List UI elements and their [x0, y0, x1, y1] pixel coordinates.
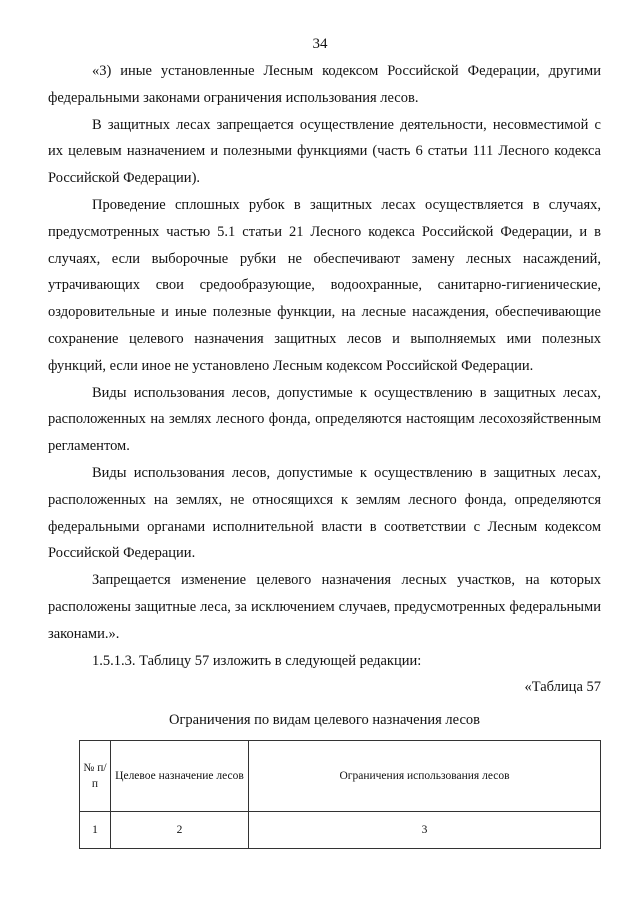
cell-purpose: 2 [111, 812, 249, 849]
document-body [48, 58, 601, 734]
paragraph: Запрещается изменение целевого назначения лесных участков, на которых расположены защитные леса, за исключением случаев, предусмотренных федеральными законами.». [48, 572, 601, 642]
header-restrictions: Ограничения использования лесов [249, 741, 601, 812]
restrictions-table [79, 740, 601, 849]
table-header-row [80, 741, 601, 812]
paragraph: «3) иные установленные Лесным кодексом Российской Федерации, другими федеральными законами ограничения использования лесов. [48, 63, 601, 106]
table-reference: «Таблица 57 [524, 679, 601, 696]
table-row [80, 812, 601, 849]
cell-number: 1 [80, 812, 111, 849]
cell-restrictions: 3 [249, 812, 601, 849]
header-number: № п/п [80, 741, 111, 812]
header-purpose-label: Целевое назначение лесов [115, 770, 244, 782]
page-number: 34 [312, 36, 328, 52]
paragraph: Проведение сплошных рубок в защитных лесах осуществляется в случаях, предусмотренных частью 5.1 статьи 21 Лесного кодекса Российской Федерации, и в случаях, если выборочные рубки не обеспечивают замену лесных насаждений, утрачивающих свои средообразующие, водоохранные, санитарно-гигиенические, оздоровительные и иные полезные функции, на лесные насаждения, обеспечивающие сохранение целевого назначения защитных лесов и выполняемых ими полезных функций, если иное не установлено Лесным кодексом Российской Федерации. [48, 196, 601, 374]
paragraph: В защитных лесах запрещается осуществление деятельности, несовместимой с их целевым назначением и полезными функциями (часть 6 статьи 111 Лесного кодекса Российской Федерации). [48, 116, 601, 187]
header-purpose [111, 741, 249, 812]
paragraph: Виды использования лесов, допустимые к осуществлению в защитных лесах, расположенных на землях лесного фонда, определяются настоящим лесохозяйственным регламентом. [48, 384, 601, 455]
table-title: Ограничения по видам целевого назначения лесов [169, 712, 480, 729]
paragraph: 1.5.1.3. Таблицу 57 изложить в следующей редакции: [92, 652, 422, 669]
paragraph: Виды использования лесов, допустимые к осуществлению в защитных лесах, расположенных на землях, не относящихся к землям лесного фонда, определяются федеральными органами исполнительной власти в соответствии с Лесным кодексом Российской Федерации. [48, 464, 601, 562]
